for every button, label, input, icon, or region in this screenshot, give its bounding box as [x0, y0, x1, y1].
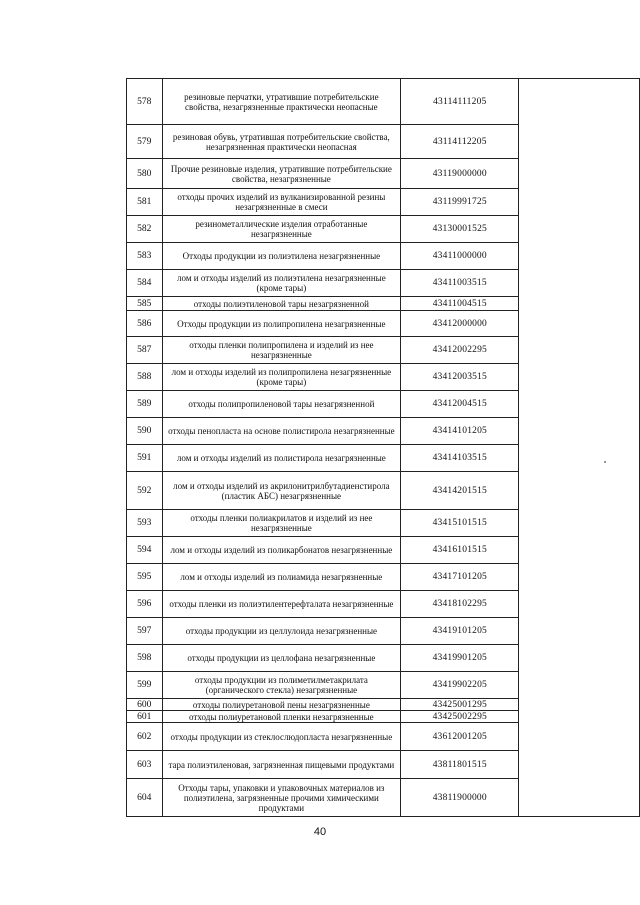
row-code: 43119991725	[401, 189, 519, 216]
row-number: 603	[127, 751, 163, 779]
row-description: отходы продукции из стеклослюдопласта незагрязненные	[162, 723, 401, 751]
row-description: лом и отходы изделий из полиэтилена незагрязненные (кроме тары)	[162, 270, 401, 297]
row-description: лом и отходы изделий из полистирола незагрязненные	[162, 445, 401, 472]
row-code: 43425002295	[401, 711, 519, 723]
row-code: 43418102295	[401, 591, 519, 618]
row-description: отходы пленки из полиэтилентерефталата незагрязненные	[162, 591, 401, 618]
row-number: 586	[127, 311, 163, 337]
row-description: лом и отходы изделий из полиамида незагрязненные	[162, 564, 401, 591]
row-number: 592	[127, 472, 163, 510]
row-code: 43411004515	[401, 297, 519, 311]
row-code: 43416101515	[401, 537, 519, 564]
row-code: 43417101205	[401, 564, 519, 591]
row-code: 43119000000	[401, 159, 519, 189]
blank-column	[519, 79, 640, 817]
row-number: 599	[127, 672, 163, 699]
waste-table	[126, 78, 640, 817]
row-number: 602	[127, 723, 163, 751]
row-description: отходы продукции из целлофана незагрязненные	[162, 645, 401, 672]
table-row	[127, 79, 640, 125]
row-description: отходы пленки полипропилена и изделий из нее незагрязненные	[162, 337, 401, 364]
row-description: резиновая обувь, утратившая потребительские свойства, незагрязненная практически неопасная	[162, 125, 401, 159]
row-code: 43811900000	[401, 779, 519, 817]
row-description: отходы прочих изделий из вулканизированной резины незагрязненные в смеси	[162, 189, 401, 216]
row-code: 43419101205	[401, 618, 519, 645]
row-code: 43412003515	[401, 364, 519, 391]
row-code: 43411000000	[401, 243, 519, 270]
row-number: 597	[127, 618, 163, 645]
row-number: 601	[127, 711, 163, 723]
row-number: 585	[127, 297, 163, 311]
row-description: Прочие резиновые изделия, утратившие потребительские свойства, незагрязненные	[162, 159, 401, 189]
row-code: 43612001205	[401, 723, 519, 751]
row-description: Отходы продукции из полипропилена незагрязненные	[162, 311, 401, 337]
row-description: Отходы тары, упаковки и упаковочных материалов из полиэтилена, загрязненные прочими химическими продуктами	[162, 779, 401, 817]
row-number: 598	[127, 645, 163, 672]
row-number: 594	[127, 537, 163, 564]
row-description: резинометаллические изделия отработанные незагрязненные	[162, 216, 401, 243]
scan-speck	[604, 461, 606, 463]
row-description: резиновые перчатки, утратившие потребительские свойства, незагрязненные практически неопасные	[162, 79, 401, 125]
row-description: отходы полипропиленовой тары незагрязненной	[162, 391, 401, 418]
row-number: 578	[127, 79, 163, 125]
row-description: лом и отходы изделий из акрилонитрилбутадиенстирола (пластик АБС) незагрязненные	[162, 472, 401, 510]
row-number: 600	[127, 699, 163, 711]
row-number: 580	[127, 159, 163, 189]
waste-table-container	[126, 78, 640, 817]
row-code: 43811801515	[401, 751, 519, 779]
row-number: 579	[127, 125, 163, 159]
row-number: 596	[127, 591, 163, 618]
row-description: Отходы продукции из полиэтилена незагрязненные	[162, 243, 401, 270]
row-description: отходы пленки полиакрилатов и изделий из нее незагрязненные	[162, 510, 401, 537]
row-code: 43412004515	[401, 391, 519, 418]
row-code: 43412000000	[401, 311, 519, 337]
row-number: 583	[127, 243, 163, 270]
row-description: отходы полиэтиленовой тары незагрязненной	[162, 297, 401, 311]
row-number: 584	[127, 270, 163, 297]
row-description: тара полиэтиленовая, загрязненная пищевыми продуктами	[162, 751, 401, 779]
row-number: 595	[127, 564, 163, 591]
row-code: 43425001295	[401, 699, 519, 711]
row-code: 43411003515	[401, 270, 519, 297]
row-number: 582	[127, 216, 163, 243]
row-code: 43419902205	[401, 672, 519, 699]
row-number: 587	[127, 337, 163, 364]
row-code: 43414101205	[401, 418, 519, 445]
row-number: 604	[127, 779, 163, 817]
row-code: 43419901205	[401, 645, 519, 672]
page-number: 40	[313, 826, 327, 838]
row-number: 589	[127, 391, 163, 418]
row-code: 43414201515	[401, 472, 519, 510]
row-code: 43412002295	[401, 337, 519, 364]
row-number: 588	[127, 364, 163, 391]
row-description: лом и отходы изделий из полипропилена незагрязненные (кроме тары)	[162, 364, 401, 391]
row-code: 43415101515	[401, 510, 519, 537]
row-number: 591	[127, 445, 163, 472]
row-code: 43130001525	[401, 216, 519, 243]
row-description: отходы продукции из целлулоида незагрязненные	[162, 618, 401, 645]
row-code: 43114112205	[401, 125, 519, 159]
row-description: отходы продукции из полиметилметакрилата (органического стекла) незагрязненные	[162, 672, 401, 699]
row-description: отходы полиуретановой пены незагрязненные	[162, 699, 401, 711]
row-code: 43414103515	[401, 445, 519, 472]
row-description: отходы полиуретановой пленки незагрязненные	[162, 711, 401, 723]
row-description: отходы пенопласта на основе полистирола незагрязненные	[162, 418, 401, 445]
row-number: 593	[127, 510, 163, 537]
row-code: 43114111205	[401, 79, 519, 125]
row-number: 581	[127, 189, 163, 216]
row-number: 590	[127, 418, 163, 445]
row-description: лом и отходы изделий из поликарбонатов незагрязненные	[162, 537, 401, 564]
